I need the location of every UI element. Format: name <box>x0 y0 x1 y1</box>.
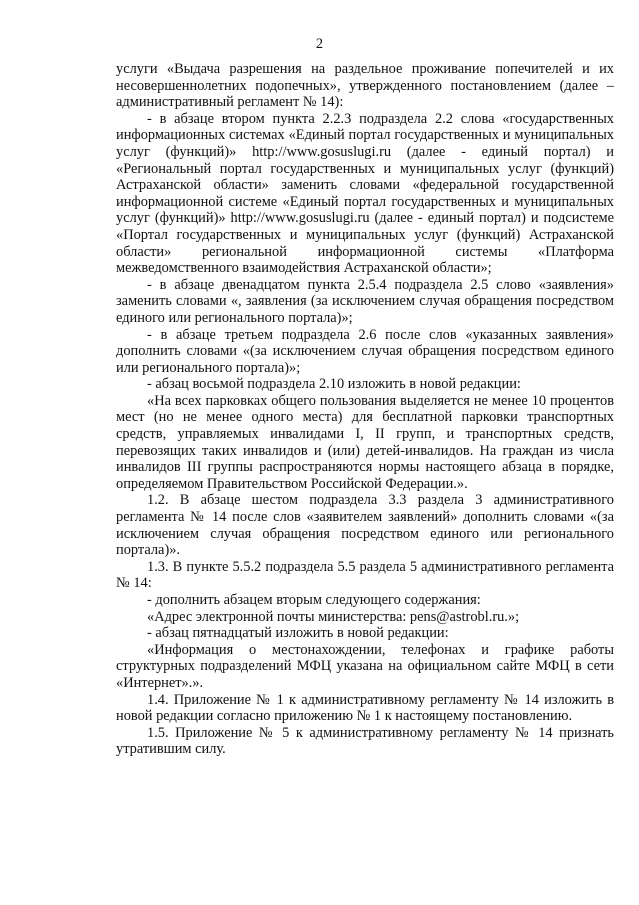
paragraph-fifteenth-new-edition: - абзац пятнадцатый изложить в новой редакции: <box>147 625 449 642</box>
paragraph-item-1-2: 1.2. В абзаце шестом подраздела 3.3 раздела 3 административного регламента № 14 после слов «заявителем заявлений» дополнить словами «(за исключением случая обращения посредством единого или регионального портала)». <box>116 492 614 559</box>
paragraph-parking-quote: «На всех парковках общего пользования выделяется не менее 10 процентов мест (но не менее одного места) для бесплатной парковки транспортных средств, управляемых инвалидами I, II групп, и транспортных средств, перевозящих таких инвалидов и (или) детей-инвалидов. На граждан из числа инвалидов III группы распространяются нормы настоящего абзаца в порядке, определяемом Правительством Российской Федерации.». <box>116 392 614 492</box>
paragraph-email-quote: «Адрес электронной почты министерства: pens@astrobl.ru.»; <box>147 608 520 625</box>
paragraph-amendment-2-2-3: - в абзаце втором пункта 2.2.3 подраздела 2.2 слова «государственных информационных системах «Единый портал государственных и муниципальных услуг (функций)» http://www.gosuslugi.ru (далее - единый портал) и «Региональный портал государственных и муниципальных услуг (функций) Астраханской области» заменить словами «федеральной государственной информационной системе «Единый портал государственных и муниципальных услуг (функций)» http://www.gosuslugi.ru (далее - единый портал) и подсистеме «Портал государственных и муниципальных услуг (функций) Астраханской области» региональной информационной системы «Платформа межведомственного взаимодействия Астраханской области»; <box>116 110 614 277</box>
paragraph-add-second-paragraph: - дополнить абзацем вторым следующего содержания: <box>147 592 481 608</box>
paragraph-amendment-2-10: - абзац восьмой подраздела 2.10 изложить в новой редакции: <box>147 376 521 393</box>
paragraph-item-1-3: 1.3. В пункте 5.5.2 подраздела 5.5 раздела 5 административного регламента № 14: <box>116 558 614 592</box>
paragraph-continuation: услуги «Выдача разрешения на раздельное проживание попечителей и их несовершеннолетних подопечных», утвержденного постановлением (далее – административный регламент № 14): <box>116 61 614 111</box>
paragraph-amendment-2-6: - в абзаце третьем подраздела 2.6 после слов «указанных заявления» дополнить словами «(за исключением случая обращения посредством единого или регионального портала)»; <box>116 326 614 376</box>
document-body <box>116 61 614 758</box>
page-number: 2 <box>315 36 324 52</box>
paragraph-item-1-4: 1.4. Приложение № 1 к административному регламенту № 14 изложить в новой редакции согласно приложению № 1 к настоящему постановлению. <box>116 691 614 725</box>
paragraph-item-1-5: 1.5. Приложение № 5 к административному регламенту № 14 признать утратившим силу. <box>116 724 614 758</box>
paragraph-amendment-2-5-4: - в абзаце двенадцатом пункта 2.5.4 подраздела 2.5 слово «заявления» заменить словами «, заявления (за исключением случая обращения посредством единого или регионального портала)»; <box>116 276 614 326</box>
paragraph-mfc-quote: «Информация о местонахождении, телефонах и графике работы структурных подразделений МФЦ указана на официальном сайте МФЦ в сети «Интернет».». <box>116 641 614 691</box>
